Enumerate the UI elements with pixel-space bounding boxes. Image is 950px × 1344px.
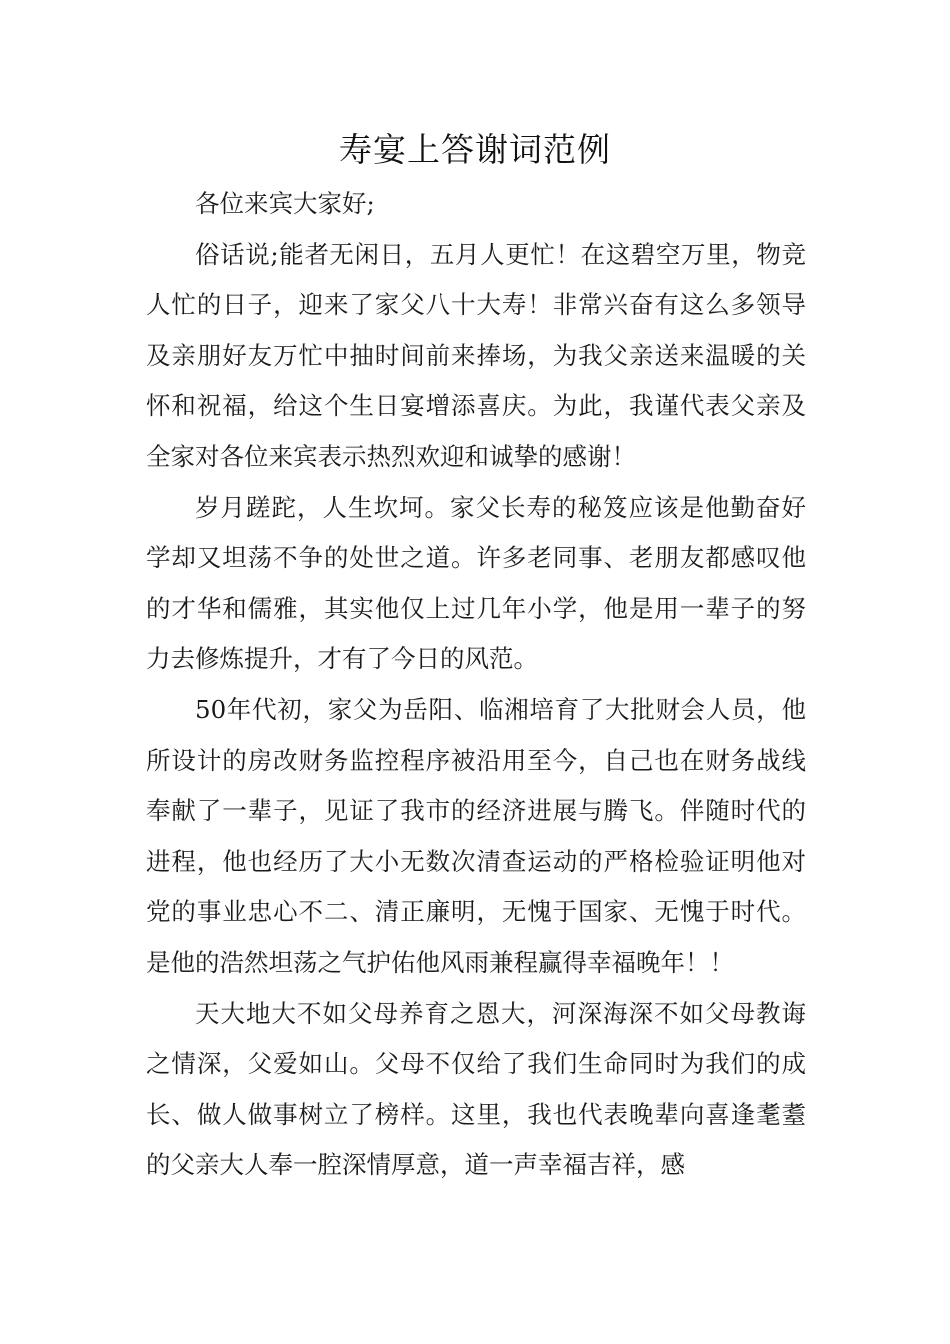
paragraph-gratitude: 天大地大不如父母养育之恩大，河深海深不如父母教诲之情深，父爱如山。父母不仅给了我们生命同时为我们的成长、做人做事树立了榜样。这里，我也代表晚辈向喜逢耄耋的父亲大人奉一腔深情厚意，道一声幸福吉祥，感 (146, 998, 806, 1180)
paragraph-longevity: 岁月蹉跎，人生坎坷。家父长寿的秘笈应该是他勤奋好学却又坦荡不争的处世之道。许多老同事、老朋友都感叹他的才华和儒雅，其实他仅上过几年小学，他是用一辈子的努力去修炼提升，才有了今日的风范。 (146, 492, 806, 674)
document-title: 寿宴上答谢词范例 (339, 130, 611, 169)
document-body (146, 179, 806, 1191)
paragraph-opening: 俗话说;能者无闲日，五月人更忙！在这碧空万里，物竞人忙的日子，迎来了家父八十大寿！非常兴奋有这么多领导及亲朋好友万忙中抽时间前来捧场，为我父亲送来温暖的关怀和祝福，给这个生日宴增添喜庆。为此，我谨代表父亲及全家对各位来宾表示热烈欢迎和诚挚的感谢！ (146, 239, 806, 471)
paragraph-career: 50年代初，家父为岳阳、临湘培育了大批财会人员，他所设计的房改财务监控程序被沿用至今，自己也在财务战线奉献了一辈子，见证了我市的经济进展与腾飞。伴随时代的进程，他也经历了大小无数次清查运动的严格检验证明他对党的事业忠心不二、清正廉明，无愧于国家、无愧于时代。是他的浩然坦荡之气护佑他风雨兼程赢得幸福晚年！！ (146, 694, 806, 977)
paragraph-greeting: 各位来宾大家好; (195, 189, 375, 218)
